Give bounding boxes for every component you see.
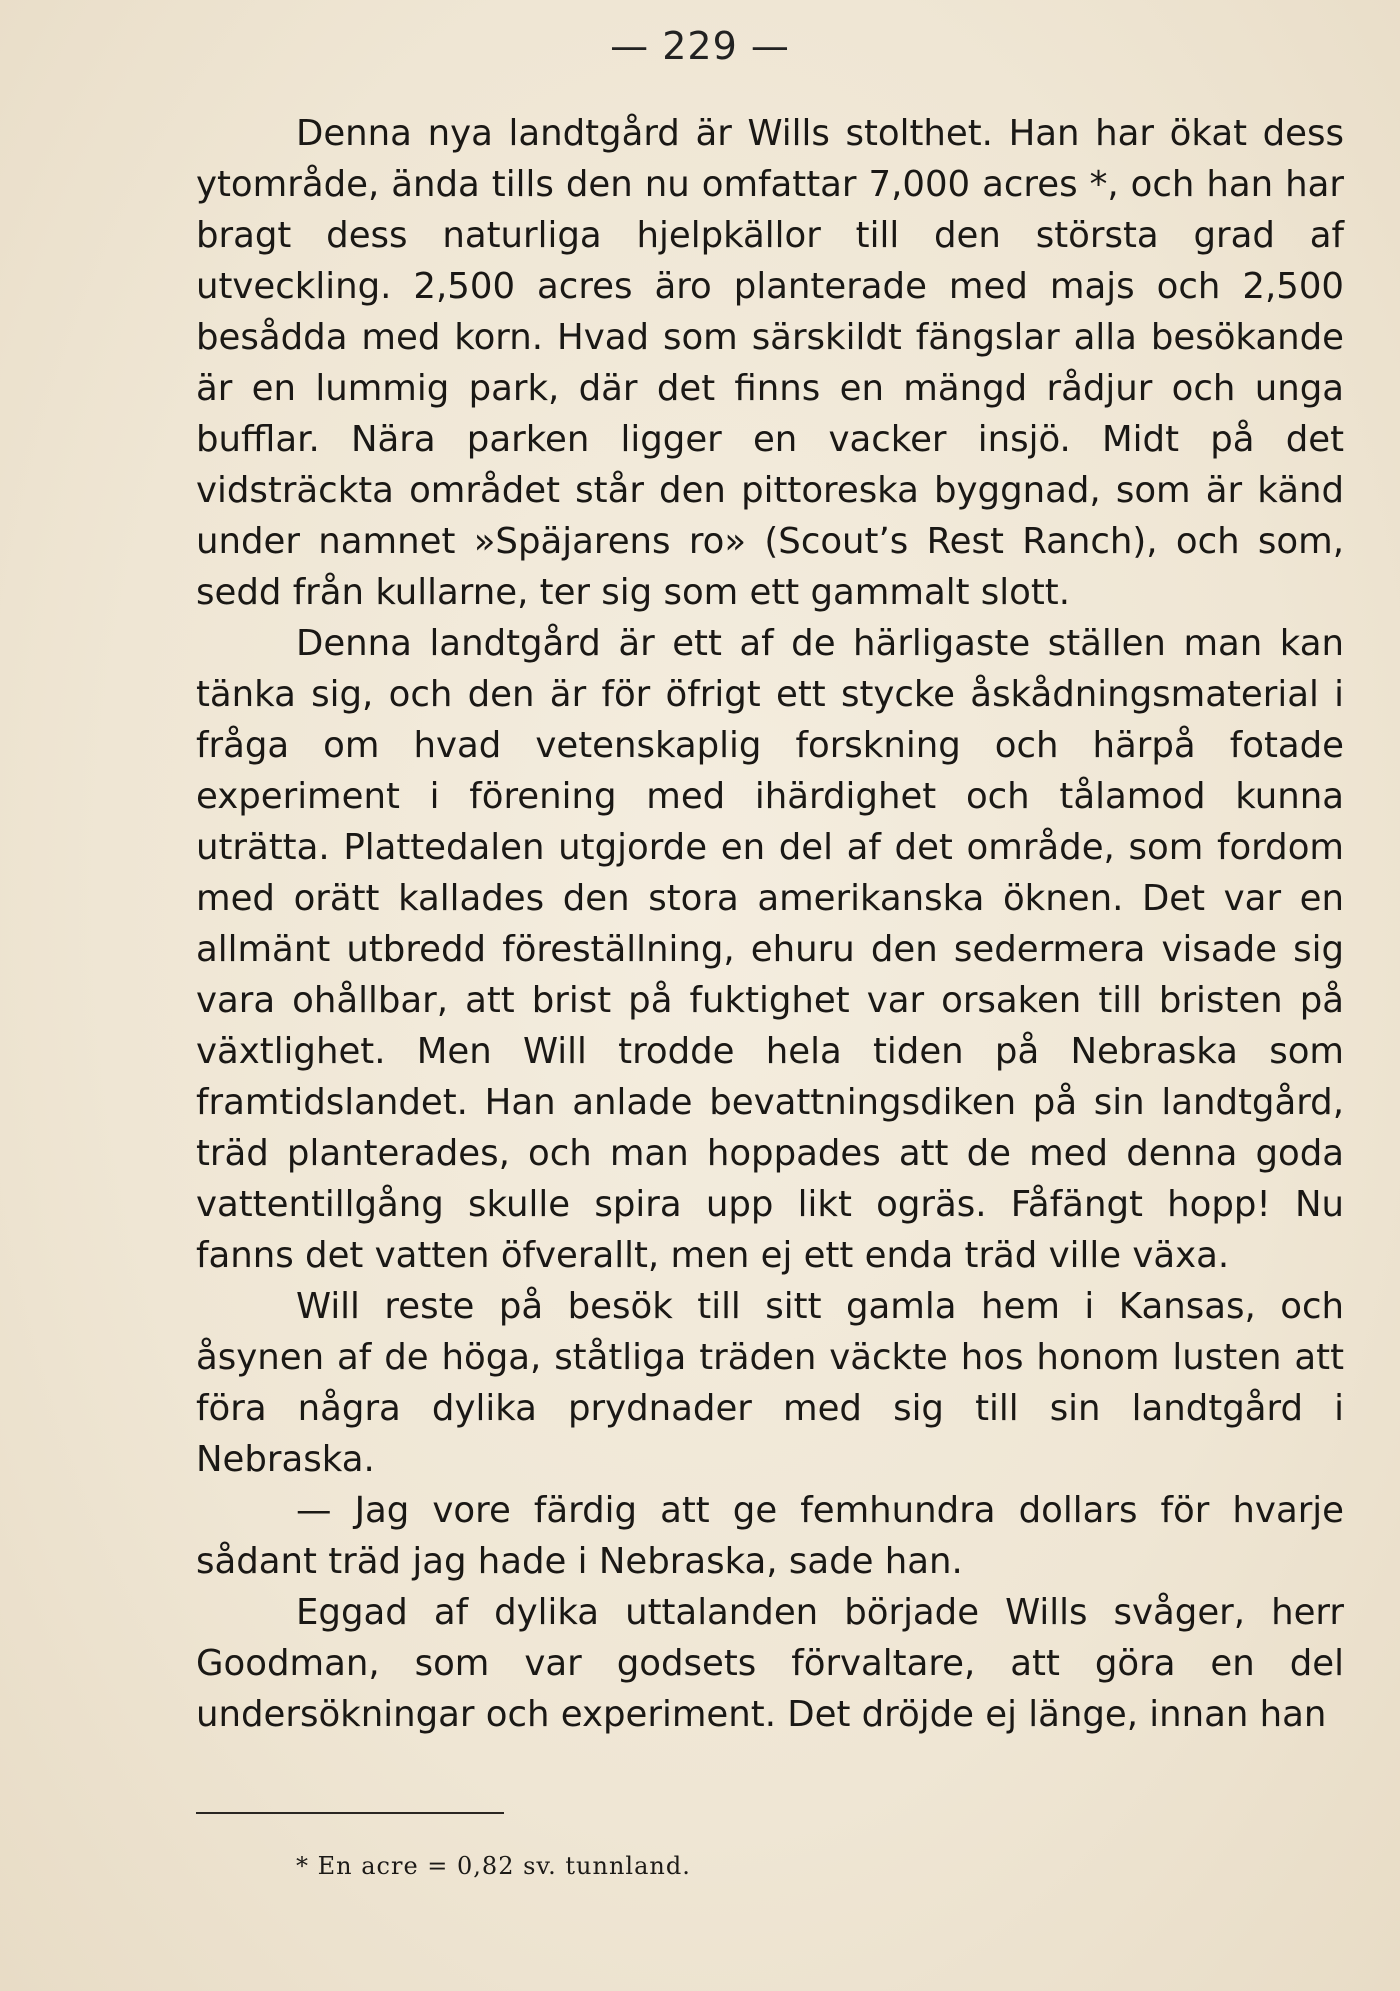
paragraph-2: Denna landtgård är ett af de härligaste ställen man kan tänka sig, och den är för öfrigt ett stycke åskådningsmaterial i fråga om hvad vetenskaplig forskning och härpå fotade experiment i förening med ihärdighet och tålamod kunna uträtta. Plattedalen utgjorde en del af det område, som fordom med orätt kallades den stora amerikanska öknen. Det var en allmänt utbredd föreställning, ehuru den sedermera visade sig vara ohållbar, att brist på fuktighet var orsaken till bristen på växtlighet. Men Will trodde hela tiden på Nebraska som framtidslandet. Han anlade bevattningsdiken på sin landtgård, träd planterades, och man hoppades att de med denna goda vattentillgång skulle spira upp likt ogräs. Fåfängt hopp! Nu fanns det vatten öfverallt, men ej ett enda träd ville växa. [196,623,1344,1276]
footnote-divider [196,1812,504,1814]
paragraph-4: — Jag vore färdig att ge femhundra dollars för hvarje sådant träd jag hade i Nebraska, sade han. [196,1490,1344,1582]
footnote: * En acre = 0,82 sv. tunnland. [296,1852,691,1880]
paragraph-1: Denna nya landtgård är Wills stolthet. Han har ökat dess ytområde, ända tills den nu omfattar 7,000 acres *, och han har bragt dess naturliga hjelpkällor till den största grad af utveckling. 2,500 acres äro planterade med majs och 2,500 besådda med korn. Hvad som särskildt fängslar alla besökande är en lummig park, där det finns en mängd rådjur och unga bufflar. Nära parken ligger en vacker insjö. Midt på det vidsträckta området står den pittoreska byggnad, som är känd under namnet »Späjarens ro» (Scout’s Rest Ranch), och som, sedd från kullarne, ter sig som ett gammalt slott. [196,113,1344,613]
paragraph-5: Eggad af dylika uttalanden började Wills svåger, herr Goodman, som var godsets förvaltare, att göra en del undersökningar och experiment. Det dröjde ej länge, innan han [196,1592,1344,1735]
body-text [196,108,1344,1740]
paragraph-3: Will reste på besök till sitt gamla hem i Kansas, och åsynen af de höga, ståtliga träden väckte hos honom lusten att föra några dylika prydnader med sig till sin landtgård i Nebraska. [196,1286,1344,1480]
page-number: — 229 — [610,24,790,68]
